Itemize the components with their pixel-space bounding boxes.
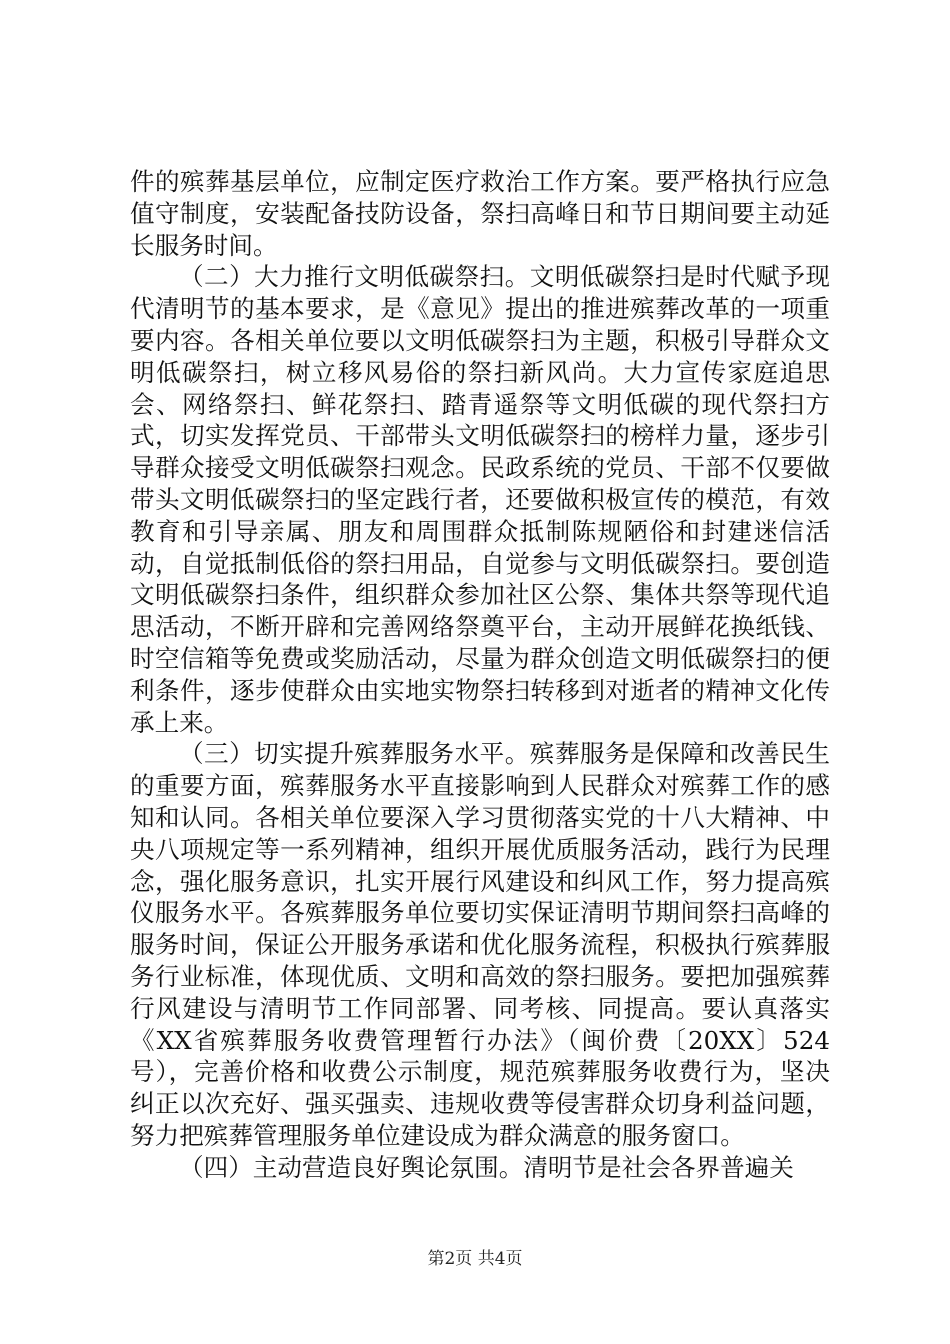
paragraph-section-2: （二）大力推行文明低碳祭扫。文明低碳祭扫是时代赋予现代清明节的基本要求，是《意见》提出的推进殡葬改革的一项重要内容。各相关单位要以文明低碳祭扫为主题，积极引导群众文明低碳祭扫，树立移风易俗的祭扫新风尚。大力宣传家庭追思会、网络祭扫、鲜花祭扫、踏青遥祭等文明低碳的现代祭扫方式，切实发挥党员、干部带头文明低碳祭扫的榜样力量，逐步引导群众接受文明低碳祭扫观念。民政系统的党员、干部不仅要做带头文明低碳祭扫的坚定践行者，还要做积极宣传的模范，有效教育和引导亲属、朋友和周围群众抵制陈规陋俗和封建迷信活动，自觉抵制低俗的祭扫用品，自觉参与文明低碳祭扫。要创造文明低碳祭扫条件，组织群众参加社区公祭、集体共祭等现代追思活动，不断开辟和完善网络祭奠平台，主动开展鲜花换纸钱、时空信箱等免费或奖励活动，尽量为群众创造文明低碳祭扫的便利条件，逐步使群众由实地实物祭扫转移到对逝者的精神文化传承上来。	[130, 262, 830, 737]
paragraph-continuation: 件的殡葬基层单位，应制定医疗救治工作方案。要严格执行应急值守制度，安装配备技防设备，祭扫高峰日和节日期间要主动延长服务时间。	[130, 167, 830, 260]
paragraph-section-4: （四）主动营造良好舆论氛围。清明节是社会各界普遍关	[179, 1152, 794, 1182]
page-footer: 第2页 共4页	[427, 1249, 523, 1269]
document-body	[130, 166, 830, 1184]
paragraph-section-3: （三）切实提升殡葬服务水平。殡葬服务是保障和改善民生的重要方面，殡葬服务水平直接影响到人民群众对殡葬工作的感知和认同。各相关单位要深入学习贯彻落实党的十八大精神、中央八项规定等一系列精神，组织开展优质服务活动，践行为民理念，强化服务意识，扎实开展行风建设和纠风工作，努力提高殡仪服务水平。各殡葬服务单位要切实保证清明节期间祭扫高峰的服务时间，保证公开服务承诺和优化服务流程，积极执行殡葬服务行业标准，体现优质、文明和高效的祭扫服务。要把加强殡葬行风建设与清明节工作同部署、同考核、同提高。要认真落实《XX省殡葬服务收费管理暂行办法》（闽价费〔20XX〕524号），完善价格和收费公示制度，规范殡葬服务收费行为，坚决纠正以次充好、强买强卖、违规收费等侵害群众切身利益问题，努力把殡葬管理服务单位建设成为群众满意的服务窗口。	[130, 739, 830, 1150]
